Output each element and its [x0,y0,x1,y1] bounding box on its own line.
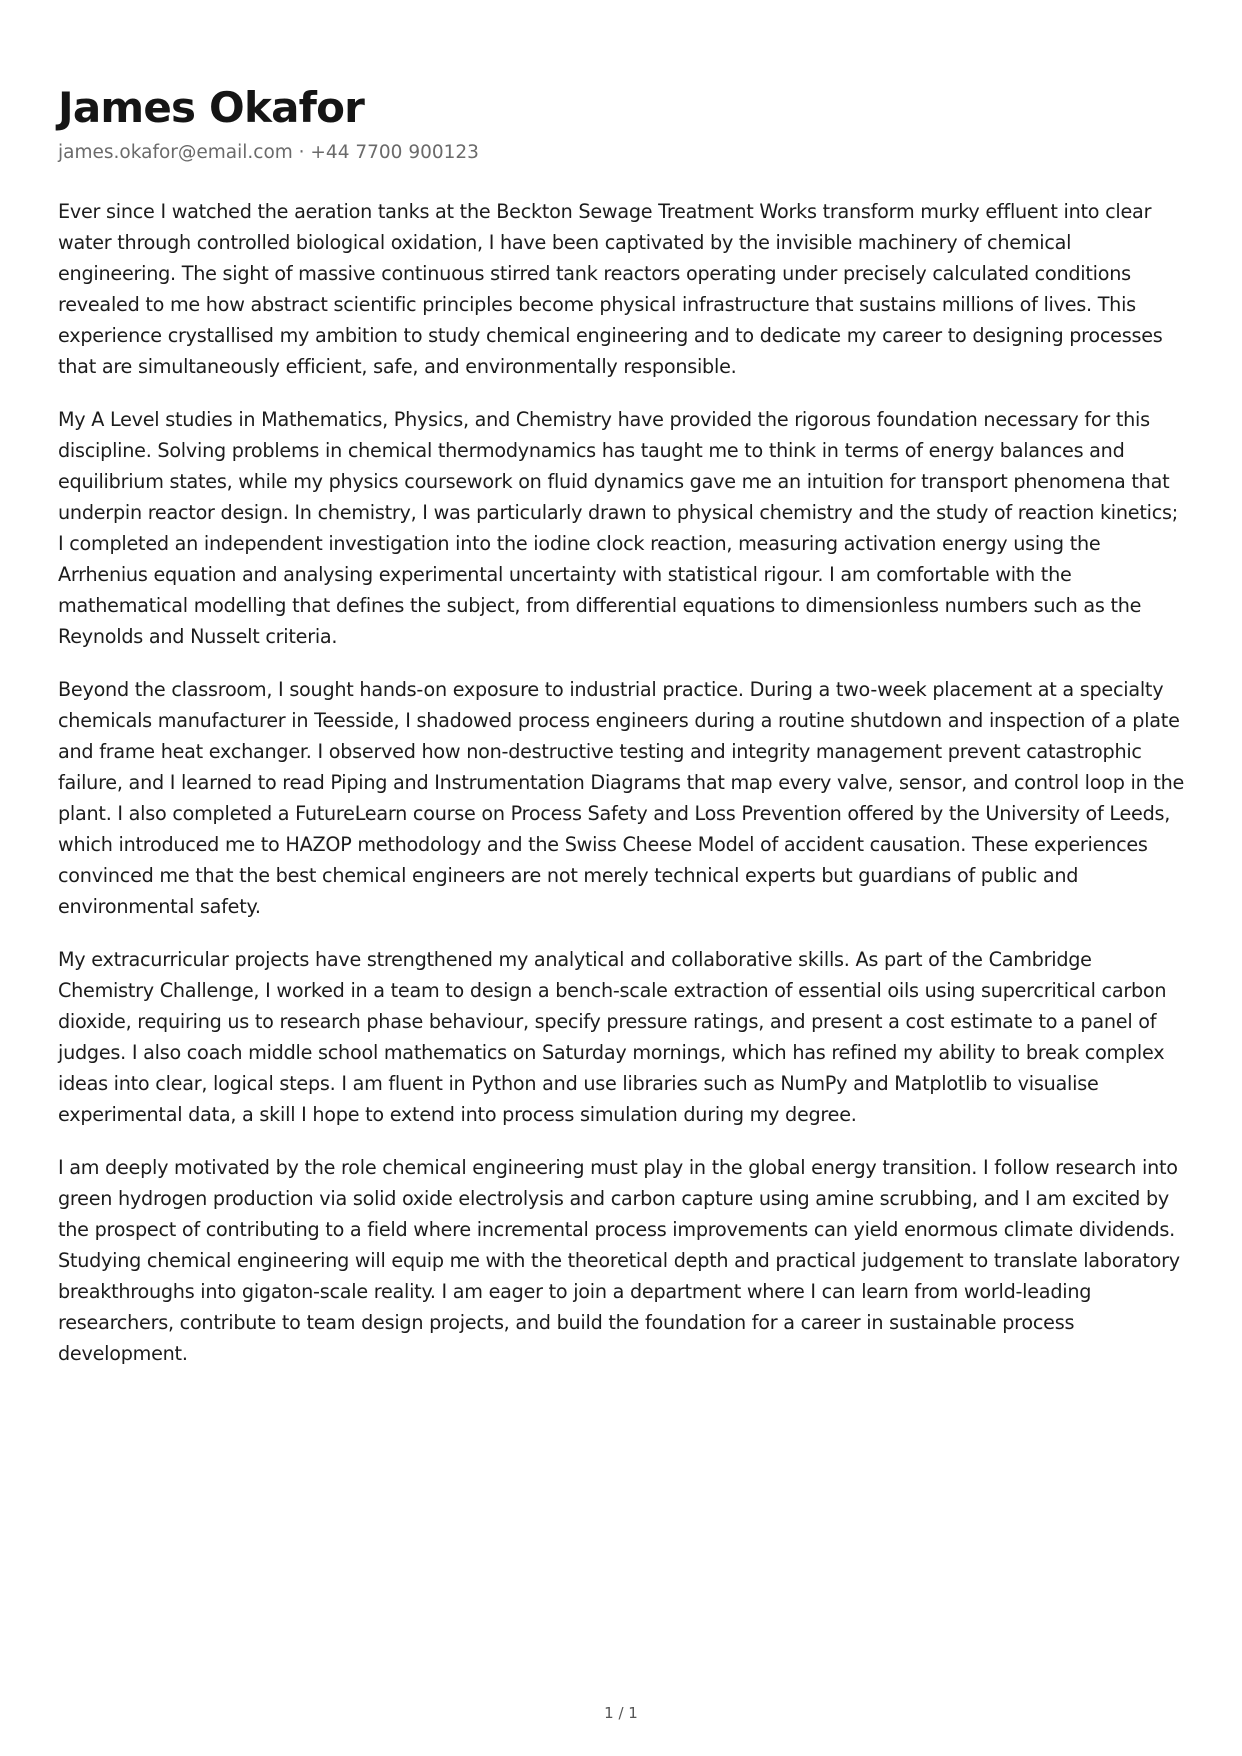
page-number: 1 / 1 [604,1704,638,1722]
author-name: James Okafor [58,83,365,132]
contact-line: james.okafor@email.com · +44 7700 900123 [58,142,479,163]
paragraph: Beyond the classroom, I sought hands-on exposure to industrial practice. During a two-week placement at a specialty chemicals manufacturer in Teesside, I shadowed process engineers during a routine shutdown and inspection of a plate and frame heat exchanger. I observed how non-destructive testing and integrity management prevent catastrophic failure, and I learned to read Piping and Instrumentation Diagrams that map every valve, sensor, and control loop in the plant. I also completed a FutureLearn course on Process Safety and Loss Prevention offered by the University of Leeds, which introduced me to HAZOP methodology and the Swiss Cheese Model of accident causation. These experiences convinced me that the best chemical engineers are not merely technical experts but guardians of public and environmental safety. [58,678,1185,918]
statement-body [58,196,1188,1391]
paragraph: My A Level studies in Mathematics, Physics, and Chemistry have provided the rigorous foundation necessary for this discipline. Solving problems in chemical thermodynamics has taught me to think in terms of energy balances and equilibrium states, while my physics coursework on fluid dynamics gave me an intuition for transport phenomena that underpin reactor design. In chemistry, I was particularly drawn to physical chemistry and the study of reaction kinetics; I completed an independent investigation into the iodine clock reaction, measuring activation energy using the Arrhenius equation and analysing experimental uncertainty with statistical rigour. I am comfortable with the mathematical modelling that defines the subject, from differential equations to dimensionless numbers such as the Reynolds and Nusselt criteria. [58,408,1178,648]
paragraph: I am deeply motivated by the role chemical engineering must play in the global energy transition. I follow research into green hydrogen production via solid oxide electrolysis and carbon capture using amine scrubbing, and I am excited by the prospect of contributing to a field where incremental process improvements can yield enormous climate dividends. Studying chemical engineering will equip me with the theoretical depth and practical judgement to translate laboratory breakthroughs into gigaton-scale reality. I am eager to join a department where I can learn from world-leading researchers, contribute to team design projects, and build the foundation for a career in sustainable process development. [58,1156,1180,1365]
paragraph: Ever since I watched the aeration tanks at the Beckton Sewage Treatment Works transform murky effluent into clear water through controlled biological oxidation, I have been captivated by the invisible machinery of chemical engineering. The sight of massive continuous stirred tank reactors operating under precisely calculated conditions revealed to me how abstract scientific principles become physical infrastructure that sustains millions of lives. This experience crystallised my ambition to study chemical engineering and to dedicate my career to designing processes that are simultaneously efficient, safe, and environmentally responsible. [58,200,1163,378]
paragraph: My extracurricular projects have strengthened my analytical and collaborative skills. As part of the Cambridge Chemistry Challenge, I worked in a team to design a bench-scale extraction of essential oils using supercritical carbon dioxide, requiring us to research phase behaviour, specify pressure ratings, and present a cost estimate to a panel of judges. I also coach middle school mathematics on Saturday mornings, which has refined my ability to break complex ideas into clear, logical steps. I am fluent in Python and use libraries such as NumPy and Matplotlib to visualise experimental data, a skill I hope to extend into process simulation during my degree. [58,948,1167,1126]
